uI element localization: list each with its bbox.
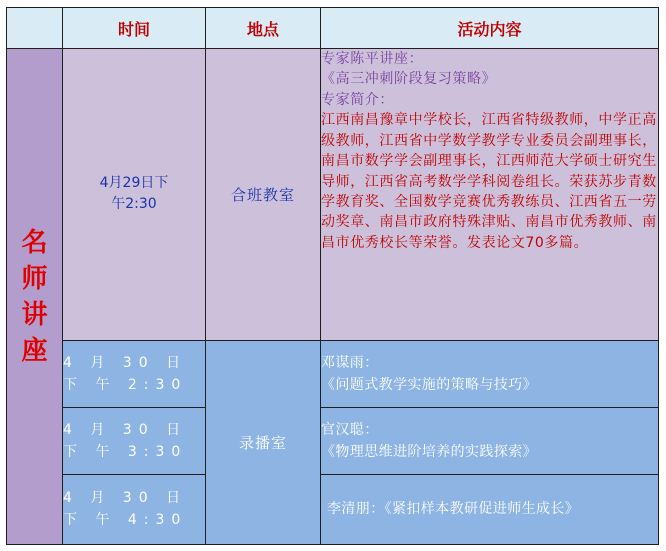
lecture-title: 《高三冲刺阶段复习策略》: [321, 71, 497, 88]
category-char: 座: [21, 335, 48, 366]
bio-text: 江西南昌豫章中学校长，江西省特级教师，中学正高级教师，江西省中学数学教学专业委员会副理事长，南昌市数学学会副理事长，江西师范大学硕士研究生导师，江西省高考数学学科阅卷组长。荣获苏步青数学教育奖、全国数学竞赛优秀教练员、江西省五一劳动奖章、南昌市政府特殊津贴、南昌市优秀教师、南昌市优秀校长等荣誉。发表论文70多篇。: [321, 112, 657, 251]
table-row: [7, 407, 659, 474]
content-cell: [321, 340, 659, 407]
table-row: [7, 474, 659, 544]
schedule-table: [6, 7, 659, 545]
header-content: 活动内容: [321, 8, 659, 49]
category-cell: [7, 49, 63, 545]
header-blank: [7, 8, 63, 49]
time-cell: [63, 49, 206, 341]
talk-title: 《物理思维进阶培养的实践探索》: [321, 443, 537, 460]
content-cell: 李清朋：《紧扣样本教研促进师生成长》: [321, 474, 659, 544]
header-row: [7, 8, 659, 49]
speaker-name: 官汉聪：: [321, 421, 379, 438]
lecture-intro: 专家陈平讲座：: [321, 51, 424, 68]
time-cell: 4 月 30 日 下 午 2:30: [63, 340, 206, 407]
content-cell: [321, 49, 659, 341]
place-cell: 合班教室: [206, 49, 321, 341]
content-cell: [321, 407, 659, 474]
header-place: 地点: [206, 8, 321, 49]
speaker-name: 邓谋雨：: [321, 354, 379, 371]
place-cell: 录播室: [206, 340, 321, 544]
category-char: 名: [21, 227, 48, 258]
table-row: [7, 340, 659, 407]
talk-title: 《问题式教学实施的策略与技巧》: [321, 376, 537, 393]
table-row: [7, 49, 659, 341]
header-time: 时间: [63, 8, 206, 49]
time-cell: 4 月 30 日 下 午 3:30: [63, 407, 206, 474]
category-char: 师: [21, 263, 48, 294]
category-char: 讲: [21, 299, 48, 330]
time-cell: 4 月 30 日 下 午 4:30: [63, 474, 206, 544]
time-text: 4月29日下午2:30: [99, 175, 169, 213]
bio-heading: 专家简介：: [321, 91, 394, 108]
